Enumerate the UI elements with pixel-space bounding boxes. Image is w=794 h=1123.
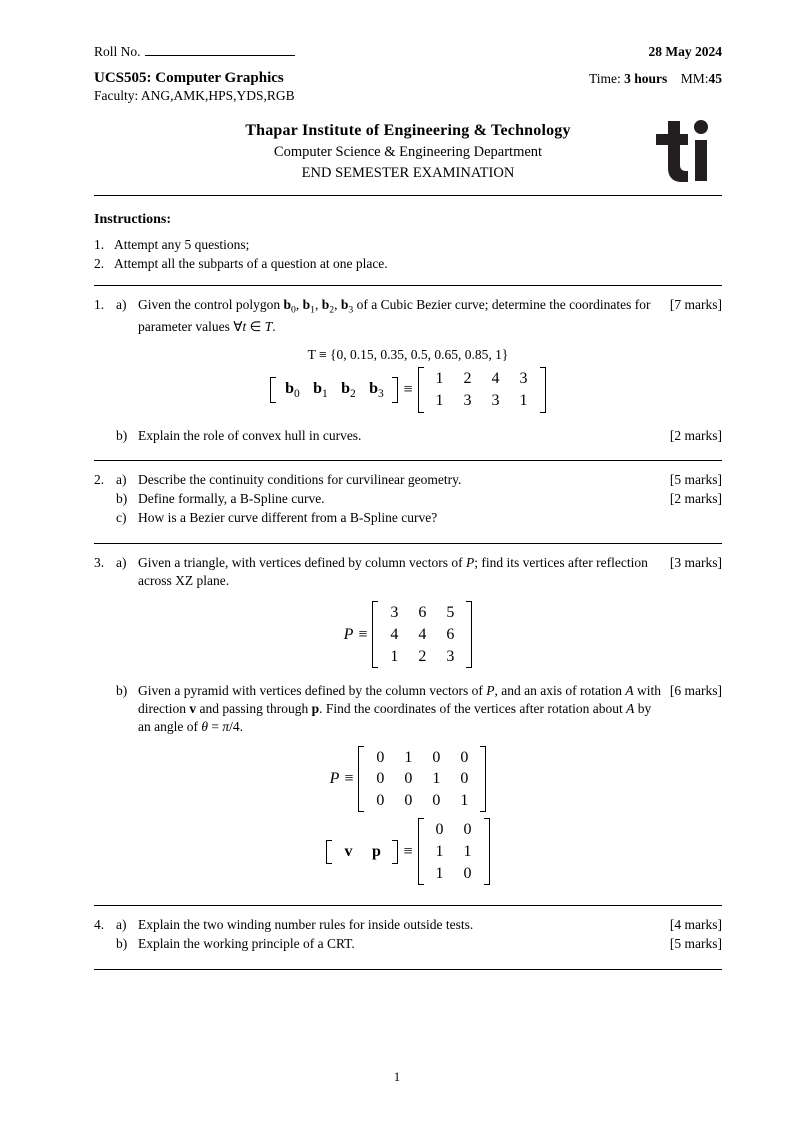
matrix-cell: 6 (418, 604, 427, 622)
q3b-vp-matrix-equation: v p ≡ 0 0 1 1 1 0 (94, 818, 722, 885)
b-vector-labels-matrix: $b_0$ $b_1$ $b_2$ $b_3$ (270, 377, 398, 404)
matrix-cell: 0 (376, 791, 385, 809)
p-matrix-a (372, 601, 472, 668)
matrix-cell: 2 (463, 370, 472, 388)
question-number: 4. (94, 917, 105, 933)
question-number: 1. (94, 297, 105, 312)
institute-header-block (94, 122, 722, 182)
q1-t-set: T ≡ {0, 0.15, 0.35, 0.5, 0.65, 0.85, 1} (307, 347, 509, 363)
matrix-cell: 0 (463, 864, 472, 882)
part-letter: a) (116, 917, 127, 933)
question-4 (94, 916, 722, 953)
question-number: 2. (94, 472, 105, 488)
faculty-list: Faculty: ANG,AMK,HPS,YDS,RGB (94, 88, 295, 103)
matrix-cell: 0 (376, 770, 385, 788)
question-text: How is a Bezier curve different from a B-Spline curve? (138, 509, 438, 525)
question-3-part-b (94, 682, 722, 735)
question-text: Given a triangle, with vertices defined by column vectors of P; find its vertices after reflection across XZ plane. (138, 554, 648, 588)
marks-label: [4 marks] (669, 917, 722, 933)
roll-number-label: Roll No. (94, 44, 141, 59)
b-values-matrix (418, 367, 546, 412)
exam-date: 28 May 2024 (648, 44, 722, 59)
matrix-cell: 5 (446, 604, 455, 622)
matrix-cell: 0 (463, 821, 472, 839)
matrix-cell: 0 (460, 770, 469, 788)
question-text: Explain the two winding number rules for inside outside tests. (138, 917, 474, 933)
page-number: 1 (393, 1070, 401, 1084)
question-3 (94, 554, 722, 885)
matrix-cell: 0 (376, 748, 385, 766)
marks-label: [3 marks] (669, 554, 722, 570)
divider-after-q1 (94, 460, 722, 461)
question-1-part-b (94, 427, 722, 445)
max-marks-value: 45 (708, 71, 722, 86)
matrix-cell: 1 (390, 647, 399, 665)
vp-labels-matrix: v p (326, 840, 398, 864)
instructions-title: Instructions: (94, 212, 172, 227)
p-matrix-b (358, 746, 486, 813)
marks-label: [5 marks] (669, 472, 722, 488)
question-number-spacer (94, 490, 116, 508)
question-1-part-a (94, 296, 722, 335)
question-text: Define formally, a B-Spline curve. (138, 491, 325, 507)
divider-after-instructions (94, 285, 722, 286)
question-text: Describe the continuity conditions for curvilinear geometry. (138, 472, 462, 488)
matrix-name-p: P (329, 770, 340, 787)
matrix-cell: 0 (435, 821, 444, 839)
marks-label: [6 marks] (669, 683, 722, 699)
matrix-cell: 4 (418, 625, 427, 643)
question-3-part-a (94, 554, 722, 590)
matrix-cell: 0 (432, 791, 441, 809)
matrix-cell: 0 (460, 748, 469, 766)
list-item (94, 256, 722, 272)
instruction-text: Attempt all the subparts of a question at one place. (114, 256, 388, 271)
matrix-cell: 1 (435, 391, 444, 409)
part-letter: b) (116, 935, 128, 951)
matrix-cell: 0 (432, 748, 441, 766)
q3b-p-matrix-equation: P ≡ 0 1 0 0 0 0 1 0 0 0 0 1 (94, 746, 722, 813)
header-row-rollno-date (94, 44, 722, 60)
question-text: Given a pyramid with vertices defined by the column vectors of P, and an axis of rotation A with direction v and passing through p. Find the coordinates of the vertices after rotation about A by an angle of θ = π/4. (138, 683, 662, 734)
matrix-cell: 1 (432, 770, 441, 788)
part-letter: a) (116, 297, 127, 312)
ti-logo-icon (650, 118, 712, 184)
department-name: Computer Science & Engineering Department (273, 144, 543, 160)
matrix-cell: 3 (519, 370, 528, 388)
matrix-cell: 1 (435, 370, 444, 388)
question-number-spacer (94, 682, 116, 735)
matrix-cell: 1 (435, 864, 444, 882)
question-4-part-a (94, 916, 722, 934)
matrix-cell: 0 (404, 770, 413, 788)
time-and-marks (589, 71, 722, 87)
question-4-part-b (94, 935, 722, 953)
instruction-number: 2. (94, 256, 105, 271)
matrix-cell: 4 (491, 370, 500, 388)
question-2-part-c (94, 509, 722, 527)
header-row-course-time (94, 60, 722, 87)
question-number-spacer (94, 509, 116, 527)
vp-values-matrix (418, 818, 490, 885)
question-number: 3. (94, 554, 105, 570)
matrix-name-p: P (343, 625, 354, 643)
roll-number-blank-line (145, 46, 295, 56)
part-letter: b) (116, 683, 128, 699)
part-letter: c) (116, 509, 127, 525)
marks-label: [2 marks] (669, 491, 722, 507)
question-2 (94, 471, 722, 526)
question-text: Given the control polygon $b_0$, $b_1$, $b_2$, $b_3$ of a Cubic Bezier curve; determine the coordinates for parameter values ∀t ∈ T. (138, 297, 651, 334)
page-content (94, 44, 722, 970)
matrix-cell: 1 (404, 748, 413, 766)
divider-after-header (94, 195, 722, 196)
matrix-cell: 1 (435, 842, 444, 860)
part-letter: b) (116, 491, 128, 507)
exam-name: END SEMESTER EXAMINATION (301, 165, 515, 181)
marks-label: [7 marks] (669, 297, 722, 312)
institute-name: Thapar Institute of Engineering & Technology (245, 122, 571, 139)
matrix-cell: 1 (460, 791, 469, 809)
q1-control-polygon-equation: $b_0$ $b_1$ $b_2$ $b_3$ ≡ 1 2 4 3 1 3 3 1 (94, 367, 722, 412)
part-letter: b) (116, 427, 128, 443)
matrix-cell: 6 (446, 625, 455, 643)
marks-label: [2 marks] (669, 427, 722, 443)
matrix-cell: 3 (446, 647, 455, 665)
matrix-cell: 3 (390, 604, 399, 622)
max-marks-label: MM: (680, 71, 709, 86)
roll-number-field (94, 44, 295, 60)
list-item (94, 237, 722, 253)
matrix-cell: 0 (404, 791, 413, 809)
matrix-cell: 4 (390, 625, 399, 643)
matrix-cell: 1 (519, 391, 528, 409)
divider-after-q4 (94, 969, 722, 970)
part-letter: a) (116, 554, 127, 570)
question-number-spacer (94, 427, 116, 445)
marks-label: [5 marks] (669, 935, 722, 951)
q3a-p-matrix-equation: P ≡ 3 6 5 4 4 6 1 2 3 (94, 601, 722, 668)
instruction-text: Attempt any 5 questions; (114, 237, 250, 252)
time-value: 3 hours (624, 71, 668, 86)
matrix-cell: 1 (463, 842, 472, 860)
question-2-part-a (94, 471, 722, 489)
divider-after-q3 (94, 905, 722, 906)
matrix-cell: 2 (418, 647, 427, 665)
question-2-part-b (94, 490, 722, 508)
instruction-number: 1. (94, 237, 105, 252)
matrix-cell: 3 (463, 391, 472, 409)
course-title: UCS505: Computer Graphics (94, 70, 284, 86)
question-text: Explain the role of convex hull in curves. (138, 427, 362, 443)
question-text: Explain the working principle of a CRT. (138, 935, 355, 951)
question-1 (94, 296, 722, 444)
part-letter: a) (116, 472, 127, 488)
time-label: Time: (588, 71, 621, 86)
matrix-cell: 3 (491, 391, 500, 409)
question-number-spacer (94, 935, 116, 953)
divider-after-q2 (94, 543, 722, 544)
instructions-list (94, 237, 722, 272)
